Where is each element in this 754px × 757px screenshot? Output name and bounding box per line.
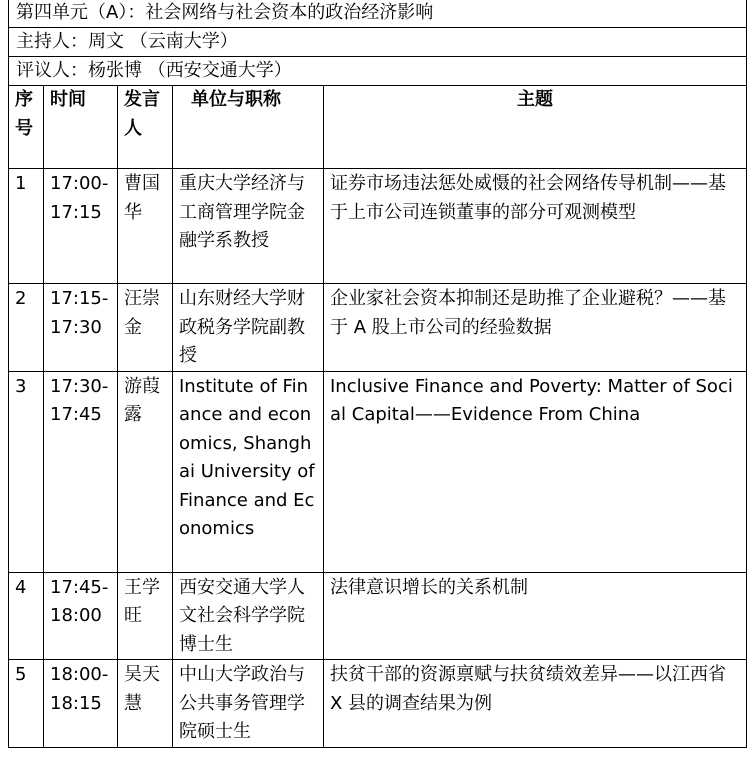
row-no: 5 <box>9 660 44 748</box>
discussant-info: 评议人：杨张博 （西安交通大学） <box>9 57 747 86</box>
chair-info: 主持人：周文 （云南大学） <box>9 28 747 57</box>
row-speaker: 游葭露 <box>118 371 173 572</box>
discussant-row <box>9 57 747 86</box>
row-topic: 企业家社会资本抑制还是助推了企业避税？——基于 A 股上市公司的经验数据 <box>324 284 747 372</box>
header-topic: 主题 <box>324 86 747 169</box>
row-speaker: 吴天慧 <box>118 660 173 748</box>
row-time: 17:45-18:00 <box>44 572 118 660</box>
row-time: 17:30-17:45 <box>44 371 118 572</box>
table-row <box>9 371 747 572</box>
row-org: 西安交通大学人文社会科学学院博士生 <box>173 572 324 660</box>
row-no: 3 <box>9 371 44 572</box>
row-time: 18:00-18:15 <box>44 660 118 748</box>
header-time: 时间 <box>44 86 118 169</box>
row-speaker: 汪崇金 <box>118 284 173 372</box>
row-topic: 扶贫干部的资源禀赋与扶贫绩效差异——以江西省 X 县的调查结果为例 <box>324 660 747 748</box>
table-row <box>9 572 747 660</box>
row-org: 山东财经大学财政税务学院副教授 <box>173 284 324 372</box>
table-header-row <box>9 86 747 169</box>
row-no: 4 <box>9 572 44 660</box>
header-no: 序号 <box>9 86 44 169</box>
row-org: 重庆大学经济与工商管理学院金融学系教授 <box>173 169 324 284</box>
header-org: 单位与职称 <box>173 86 324 169</box>
session-title-row <box>9 0 747 28</box>
table-row <box>9 169 747 284</box>
row-topic: 法律意识增长的关系机制 <box>324 572 747 660</box>
chair-row <box>9 28 747 57</box>
session-schedule-table <box>8 0 747 748</box>
row-topic: Inclusive Finance and Poverty: Matter of Social Capital——Evidence From China <box>324 371 747 572</box>
session-title: 第四单元（A）：社会网络与社会资本的政治经济影响 <box>9 0 747 28</box>
header-speaker: 发言人 <box>118 86 173 169</box>
table-row <box>9 660 747 748</box>
row-org: Institute of Finance and economics, Shanghai University of Finance and Economics <box>173 371 324 572</box>
row-speaker: 王学旺 <box>118 572 173 660</box>
row-time: 17:15-17:30 <box>44 284 118 372</box>
row-org: 中山大学政治与公共事务管理学院硕士生 <box>173 660 324 748</box>
row-topic: 证券市场违法惩处威慑的社会网络传导机制——基于上市公司连锁董事的部分可观测模型 <box>324 169 747 284</box>
table-row <box>9 284 747 372</box>
row-no: 1 <box>9 169 44 284</box>
row-no: 2 <box>9 284 44 372</box>
row-time: 17:00-17:15 <box>44 169 118 284</box>
row-speaker: 曹国华 <box>118 169 173 284</box>
